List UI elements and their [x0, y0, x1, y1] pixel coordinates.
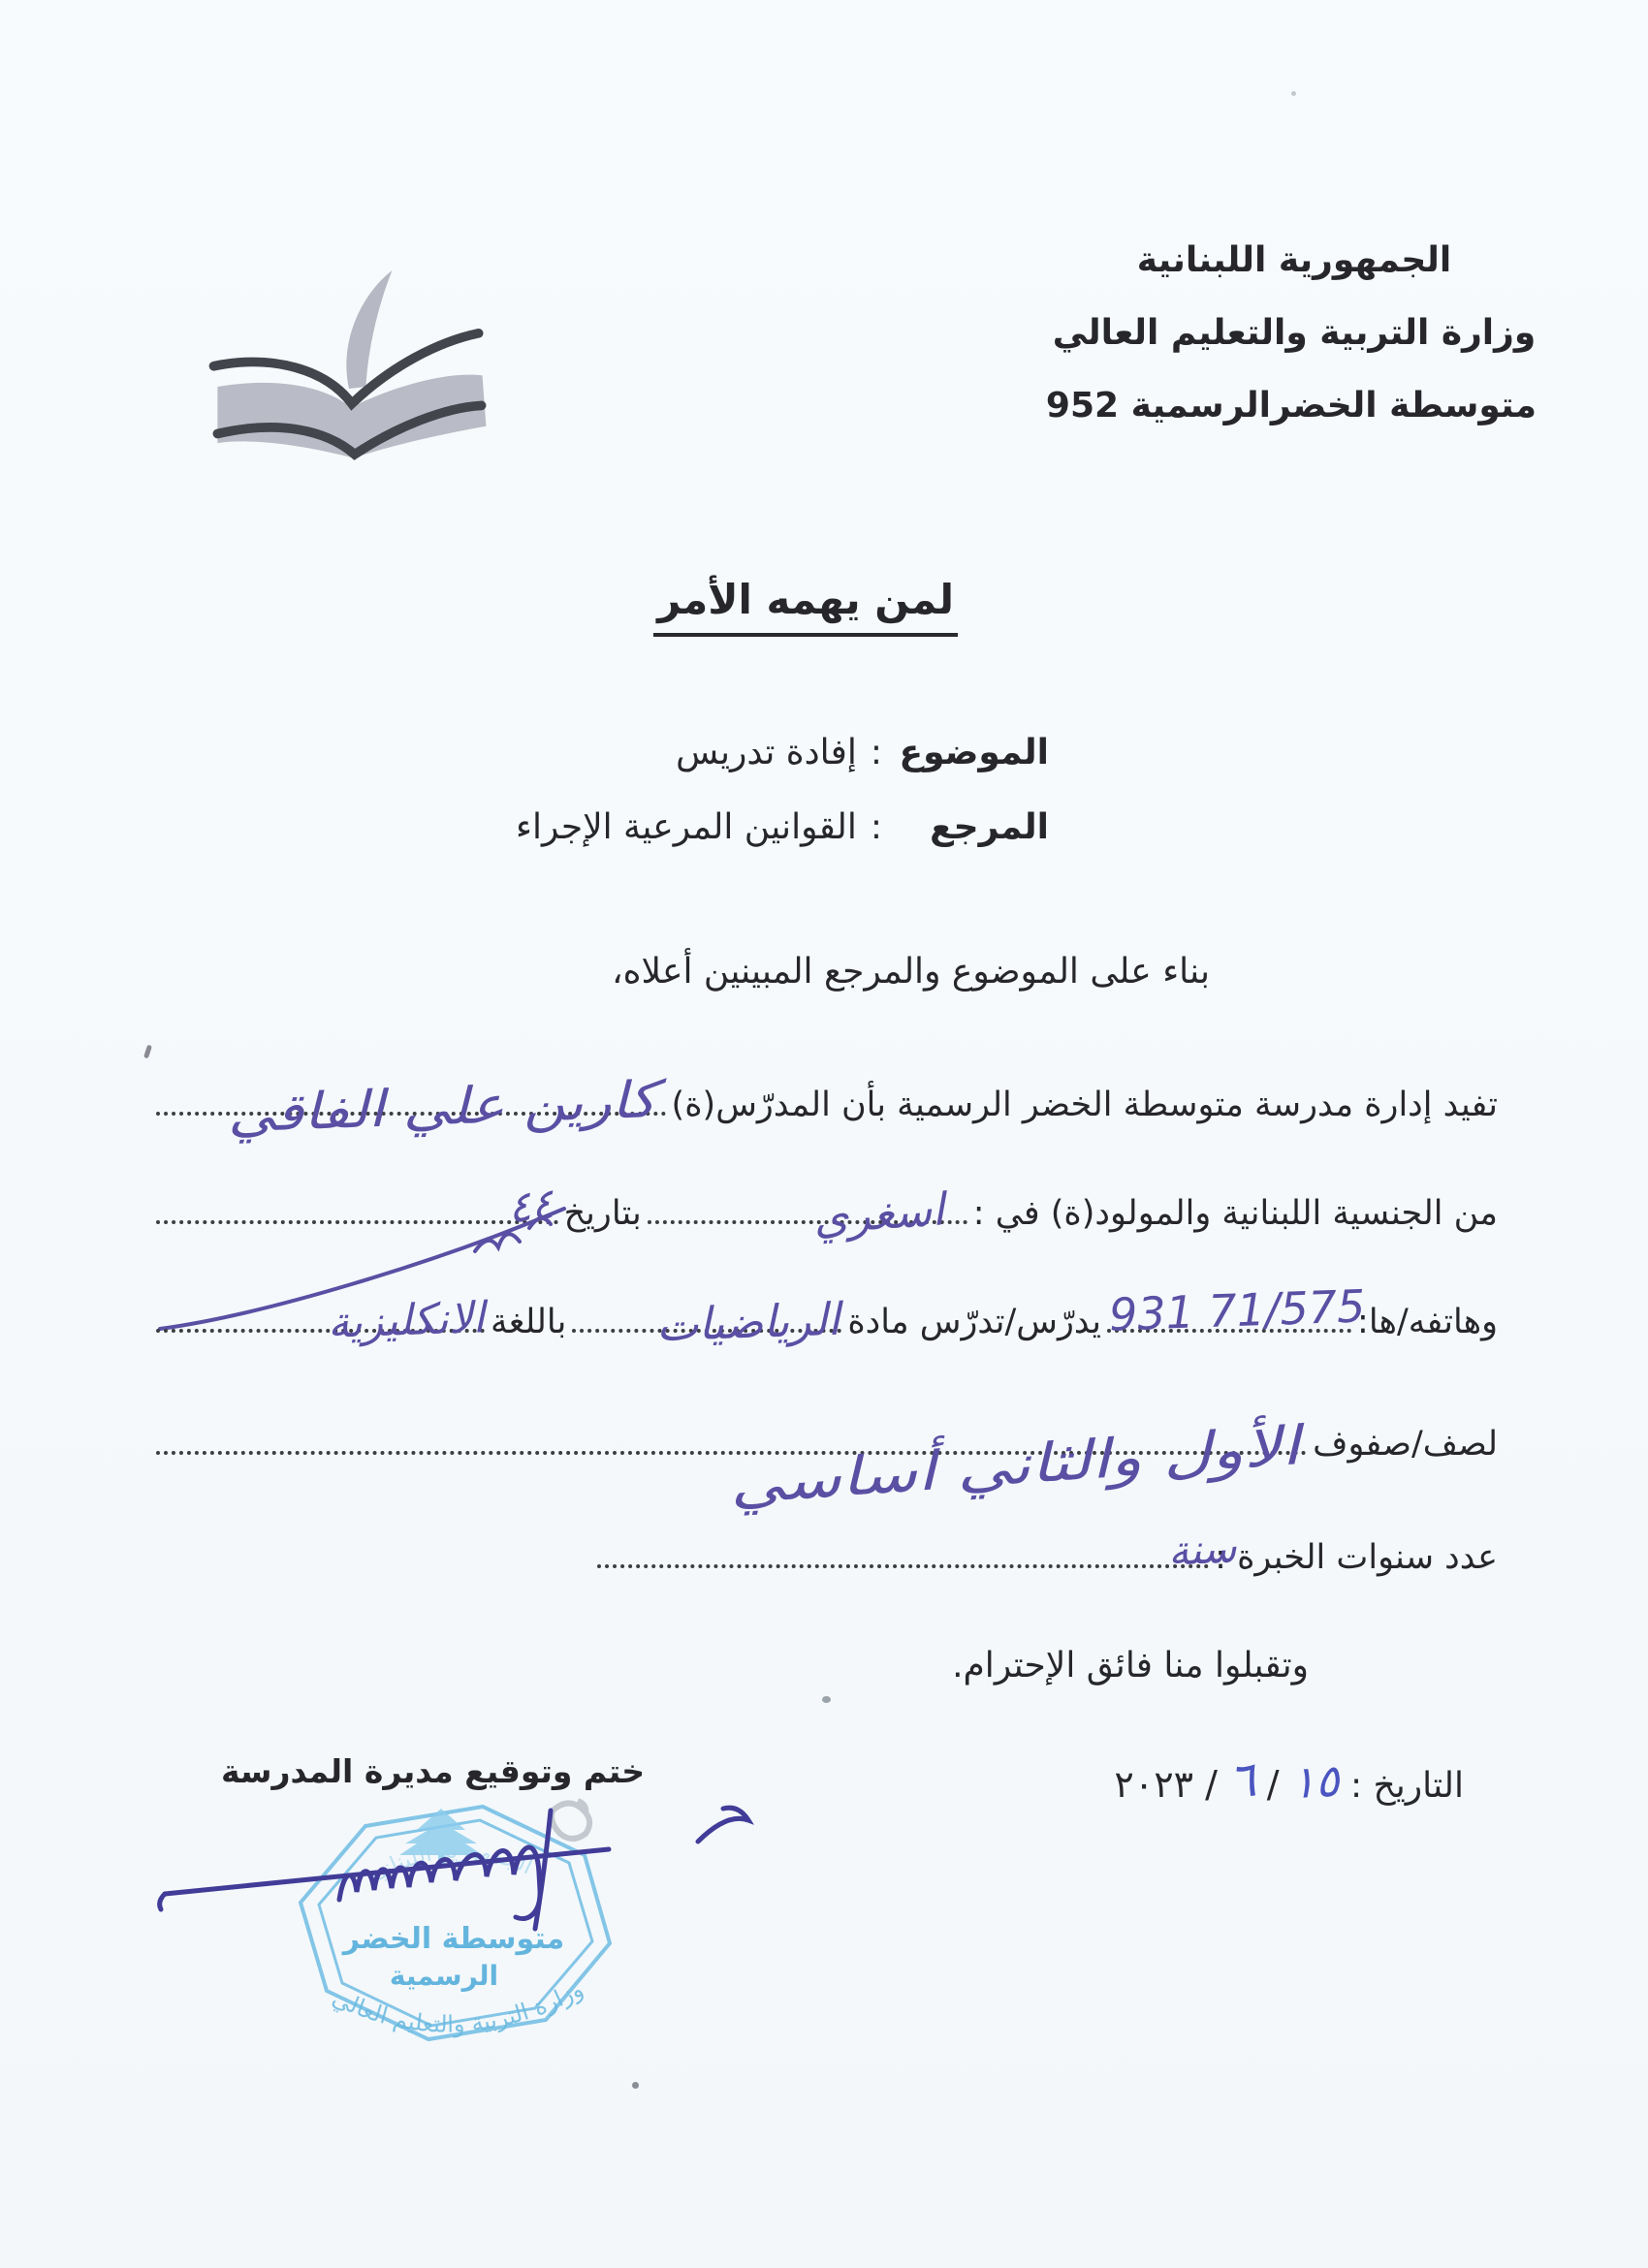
letterhead-republic: الجمهورية اللبنانية — [1136, 240, 1452, 280]
experience-line — [591, 1517, 1498, 1581]
pencil-smudge — [552, 1801, 589, 1839]
printed-year: ٢٠٢٣ — [1114, 1763, 1194, 1806]
scan-speck — [143, 1045, 152, 1059]
handwritten-phone: 71/575 931 — [1107, 1279, 1366, 1341]
subject-line — [676, 733, 1049, 772]
handwritten-language: الانكليزية — [327, 1293, 486, 1348]
handwritten-birthplace: اسغري — [811, 1182, 946, 1244]
dotted-fill — [572, 1292, 841, 1352]
letterhead-ministry: وزارة التربية والتعليم العالي — [1052, 313, 1537, 353]
phone-line-printed-language-label: باللغة — [491, 1302, 567, 1341]
handwritten-birthdate: ٤٤ — [505, 1179, 557, 1234]
octagon-stamp — [301, 1807, 610, 2039]
dotted-fill — [156, 1414, 1307, 1517]
date-separator: / — [1205, 1763, 1218, 1806]
birth-line-printed-date-label: بتاريخ — [563, 1193, 642, 1233]
school-stamp-and-signature — [145, 1795, 766, 2086]
handwritten-teacher-name: كارين علي الفاقي — [227, 1071, 658, 1145]
subject-value: إفادة تدريس — [676, 733, 857, 772]
date-label: التاريخ : — [1349, 1766, 1464, 1806]
dotted-fill — [156, 1293, 486, 1348]
dotted-fill — [156, 1071, 666, 1145]
stamp-school-name-2: الرسمية — [389, 1960, 499, 1992]
scan-speck — [632, 2082, 639, 2089]
phone-line — [150, 1279, 1498, 1352]
date-line — [1114, 1750, 1464, 1811]
reference-line — [516, 807, 1049, 847]
scan-speck — [822, 1696, 831, 1703]
reference-value: القوانين المرعية الإجراء — [516, 807, 857, 847]
open-book-logo — [199, 264, 499, 482]
handwritten-classes: الأول والثاني أساسي — [727, 1414, 1302, 1517]
dotted-fill — [648, 1182, 967, 1244]
stamp-school-name: متوسطة الخضر — [342, 1922, 565, 1956]
dotted-fill — [597, 1524, 1238, 1575]
reference-label: المرجع — [930, 807, 1049, 847]
letterhead — [1045, 240, 1537, 458]
class-line — [150, 1398, 1498, 1517]
intro-sentence: بناء على الموضوع والمرجع المبينين أعلاه، — [612, 952, 1210, 992]
handwritten-experience-years: سنة — [1166, 1524, 1238, 1575]
stamp-top-arc-text: الجمهورية اللبنانية — [363, 1838, 537, 1890]
stamp-caption: ختم وتوقيع مديرة المدرسة — [221, 1752, 646, 1790]
subject-colon: : — [870, 733, 882, 772]
experience-line-printed: عدد سنوات الخبرة : — [1215, 1537, 1498, 1577]
phone-line-printed-teaches: يدرّس/تدرّس مادة — [847, 1302, 1102, 1341]
stamp-bottom-arc-text: وزارة التربية والتعليم العالي — [328, 1975, 588, 2038]
teacher-line — [150, 1064, 1498, 1145]
birth-line-printed-nationality: من الجنسية اللبنانية والمولود(ة) في : — [972, 1193, 1498, 1233]
handwritten-day: ١٥ — [1289, 1753, 1341, 1810]
dotted-fill — [1107, 1279, 1366, 1341]
letterhead-school: متوسطة الخضرالرسمية 952 — [1045, 386, 1537, 425]
handwritten-month: ٦ — [1224, 1750, 1259, 1811]
handwritten-subject: الرياضيات — [655, 1292, 841, 1352]
page-title: لمن يهمه الأمر — [653, 576, 958, 637]
phone-line-printed-label: وهاتفه/ها: — [1357, 1302, 1498, 1341]
class-line-printed: لصف/صفوف — [1313, 1424, 1498, 1464]
date-separator: / — [1266, 1763, 1280, 1806]
scan-speck — [1291, 91, 1296, 96]
reference-colon: : — [870, 807, 882, 847]
subject-label: الموضوع — [899, 733, 1049, 772]
teacher-line-printed: تفيد إدارة مدرسة متوسطة الخضر الرسمية بأن المدرّس(ة) — [671, 1085, 1498, 1124]
closing-sentence: وتقبلوا منا فائق الإحترام. — [952, 1646, 1309, 1685]
